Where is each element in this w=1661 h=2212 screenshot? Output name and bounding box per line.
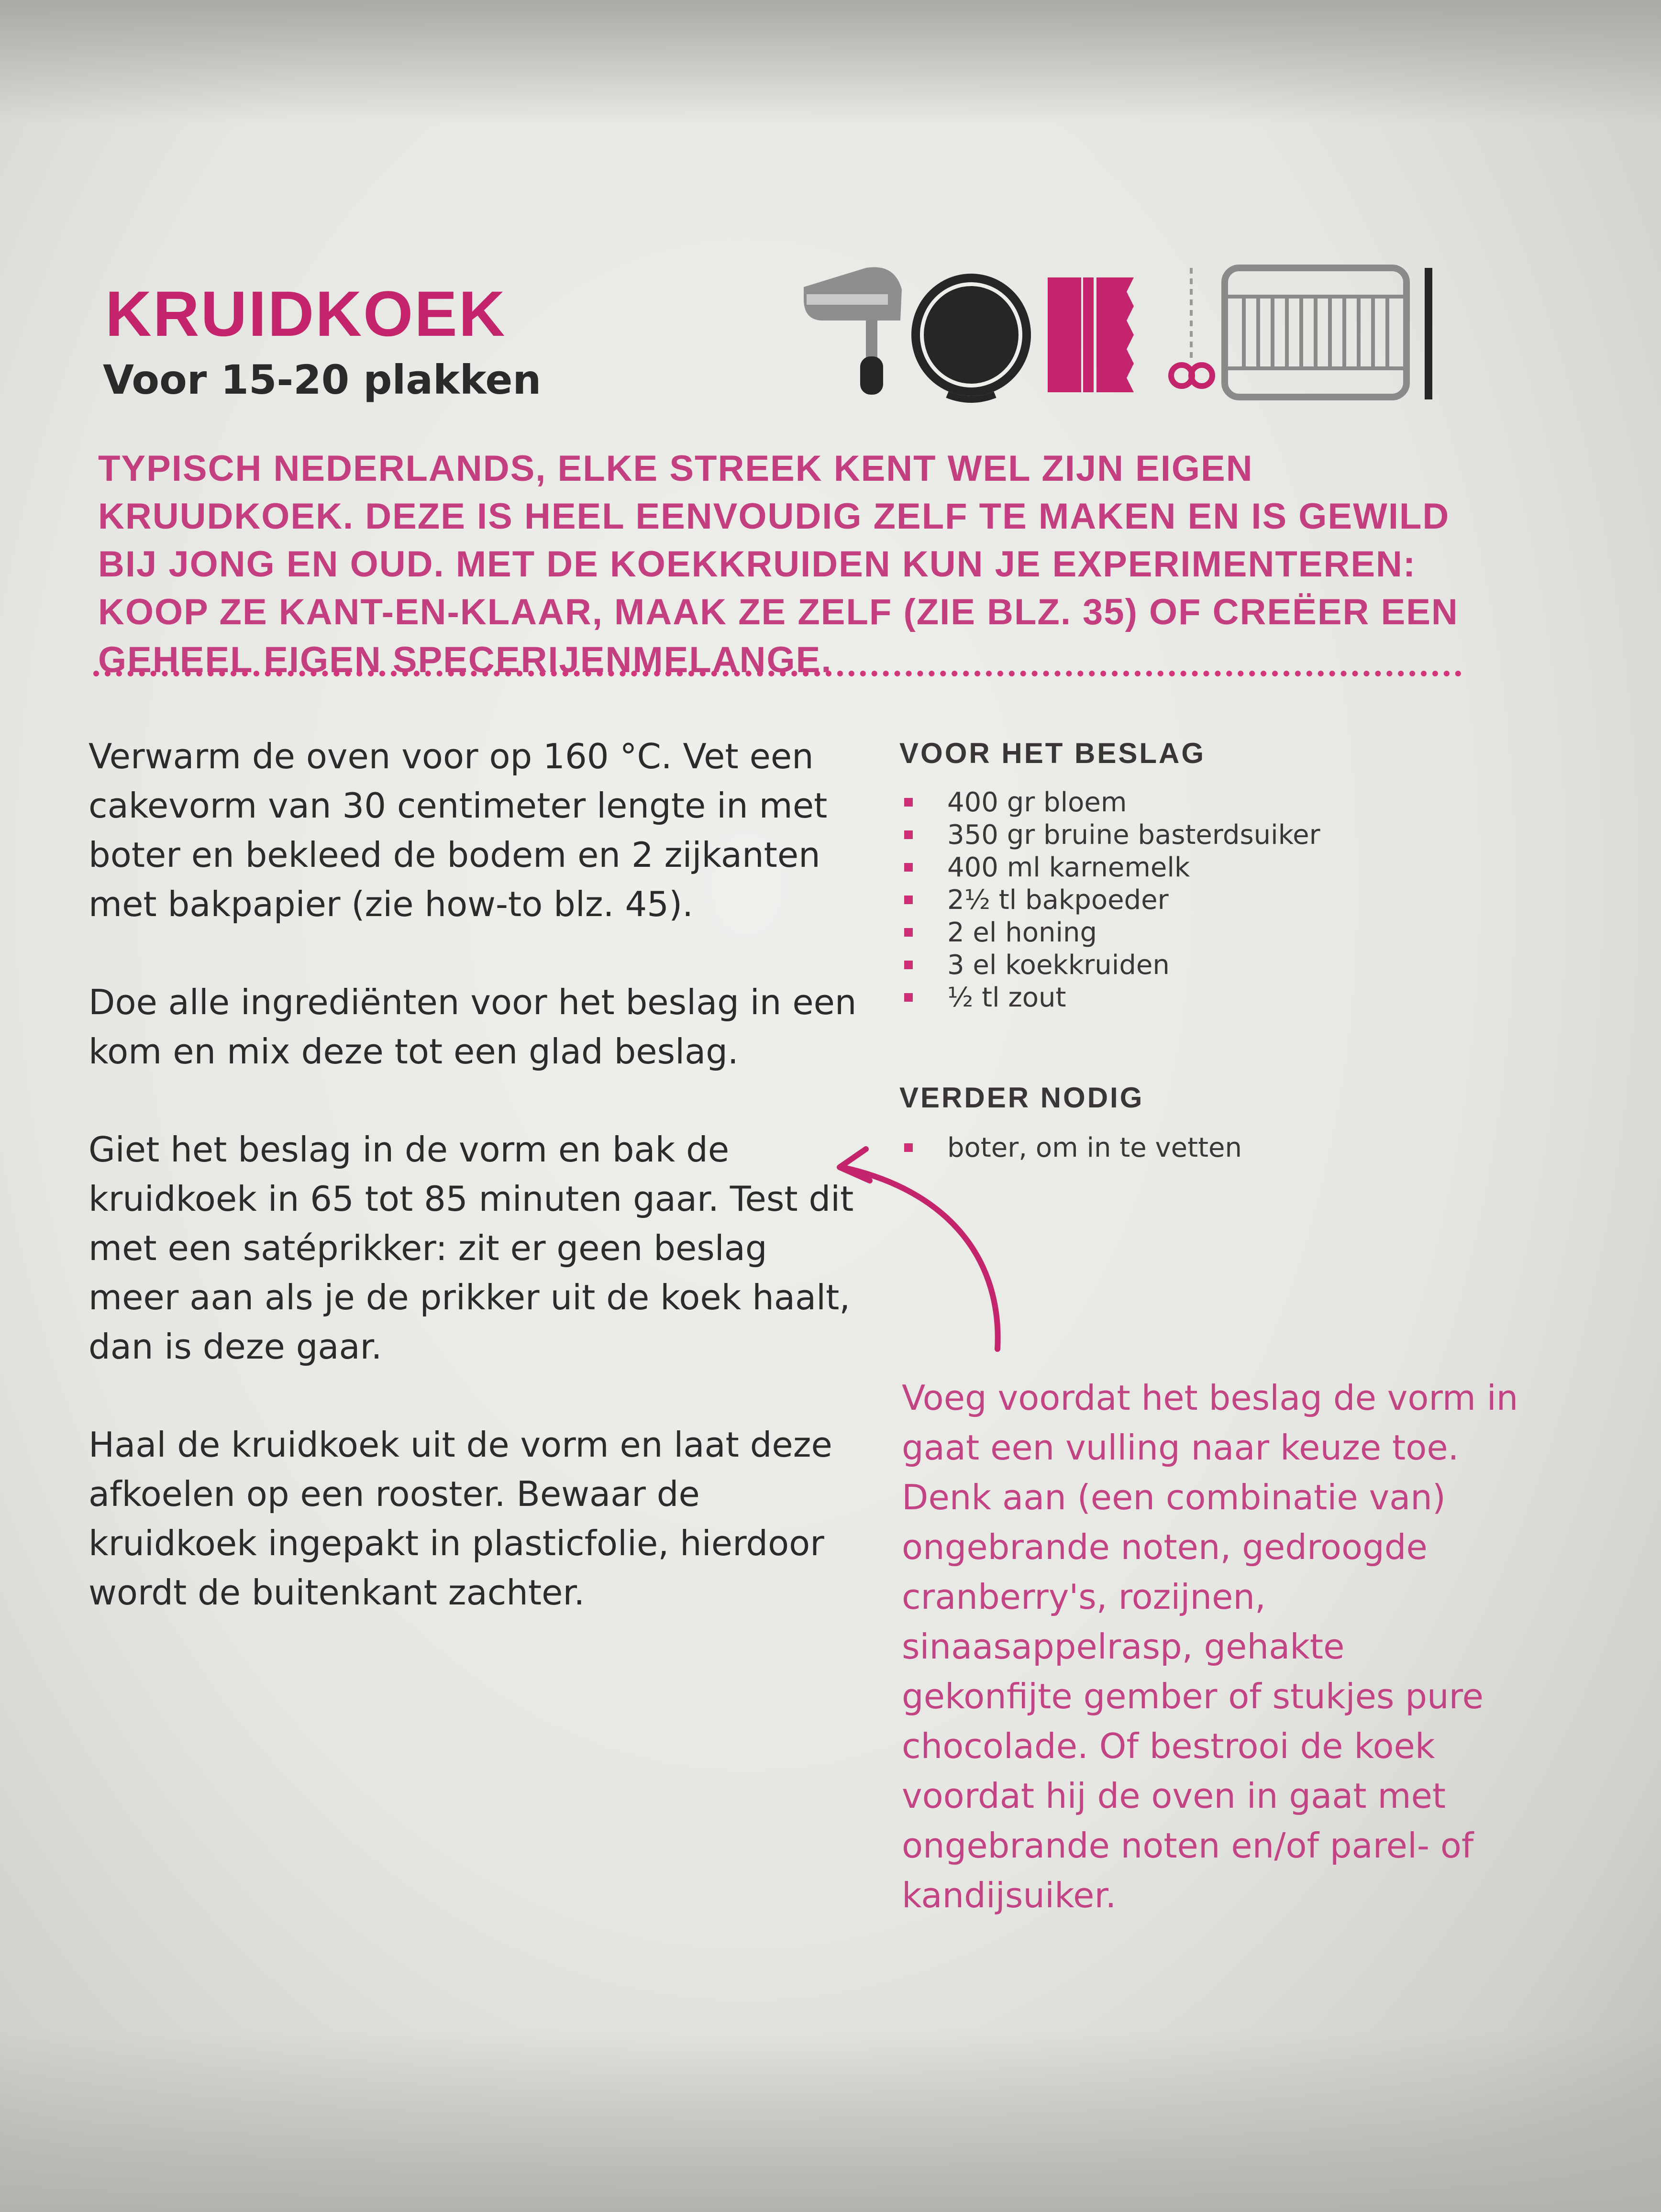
tip-text: Voeg voordat het beslag de vorm in gaat een vulling naar keuze toe. Denk aan (een combinatie van) ongebrande noten, gedroogde cranberry's, rozijnen, sinaasappelrasp, gehakte gekonfijte gember of stukjes pure chocolade. Of bestrooi de koek voordat hij de oven in gaat met ongebrande noten en/of parel- of kandijsuiker.: [902, 1378, 1518, 1915]
bottom-shadow: [0, 2030, 1661, 2212]
bullet-icon: [904, 961, 913, 969]
list-item: boter, om in te vetten: [899, 1132, 1426, 1164]
step-2: Doe alle ingrediënten voor het beslag in een kom en mix deze tot een glad beslag.: [89, 982, 857, 1072]
top-shadow: [0, 0, 1661, 124]
cooling-rack-icon: [1225, 268, 1432, 399]
mixing-bowl-icon: [911, 274, 1031, 399]
instructions: [89, 732, 864, 1666]
bullet-icon: [904, 863, 913, 872]
list-item: 400 gr bloem: [899, 786, 1426, 819]
tool-icons: [794, 249, 1454, 407]
dotted-divider: [93, 671, 1462, 676]
list-item: 2½ tl bakpoeder: [899, 884, 1426, 917]
recipe-title: KRUIDKOEK: [105, 278, 507, 350]
hand-mixer-icon: [804, 267, 902, 395]
step-1: Verwarm de oven voor op 160 °C. Vet een cakevorm van 30 centimeter lengte in met boter en bekleed de bodem en 2 zijkanten met bakpapier (zie how-to blz. 45).: [89, 736, 828, 924]
list-item: 350 gr bruine basterdsuiker: [899, 819, 1426, 852]
recipe-intro: TYPISCH NEDERLANDS, ELKE STREEK KENT WEL ZIJN EIGEN KRUUDKOEK. DEZE IS HEEL EENVOUDIG ZELF TE MAKEN EN IS GEWILD BIJ JONG EN OUD. MET DE KOEKKRUIDEN KUN JE EXPERIMENTEREN: KOOP ZE KANT-EN-KLAAR, MAAK ZE ZELF (ZIE BLZ. 35) OF CREËER EEN GEHEEL EIGEN SPECERIJENMELANGE.: [98, 448, 1459, 680]
bullet-icon: [904, 896, 913, 904]
list-item: 3 el koekkruiden: [899, 949, 1426, 982]
step-4: Haal de kruidkoek uit de vorm en laat deze afkoelen op een rooster. Bewaar de kruidkoek ingepakt in plasticfolie, hierdoor wordt de buitenkant zachter.: [89, 1425, 832, 1613]
list-item: ½ tl zout: [899, 982, 1426, 1014]
list-item: 2 el honing: [899, 917, 1426, 949]
curved-arrow-icon: [813, 1139, 1024, 1359]
recipe-yield: Voor 15-20 plakken: [103, 356, 542, 403]
bullet-icon: [904, 798, 913, 807]
scissors-icon: [1171, 268, 1212, 386]
ingredients-panel: [899, 737, 1426, 1164]
list-item: 400 ml karnemelk: [899, 852, 1426, 884]
bullet-icon: [904, 993, 913, 1002]
bullet-icon: [904, 830, 913, 839]
step-3: Giet het beslag in de vorm en bak de kruidkoek in 65 tot 85 minuten gaar. Test dit met een satéprikker: zit er geen beslag meer aan als je de prikker uit de koek haalt, dan is deze gaar.: [89, 1129, 854, 1367]
tip-note: [902, 1373, 1524, 1920]
batter-heading: VOOR HET BESLAG: [899, 737, 1206, 769]
cake-tin-icon: [1048, 277, 1134, 392]
batter-list: [899, 786, 1426, 1014]
bullet-icon: [904, 928, 913, 937]
extra-heading: VERDER NODIG: [899, 1082, 1144, 1114]
